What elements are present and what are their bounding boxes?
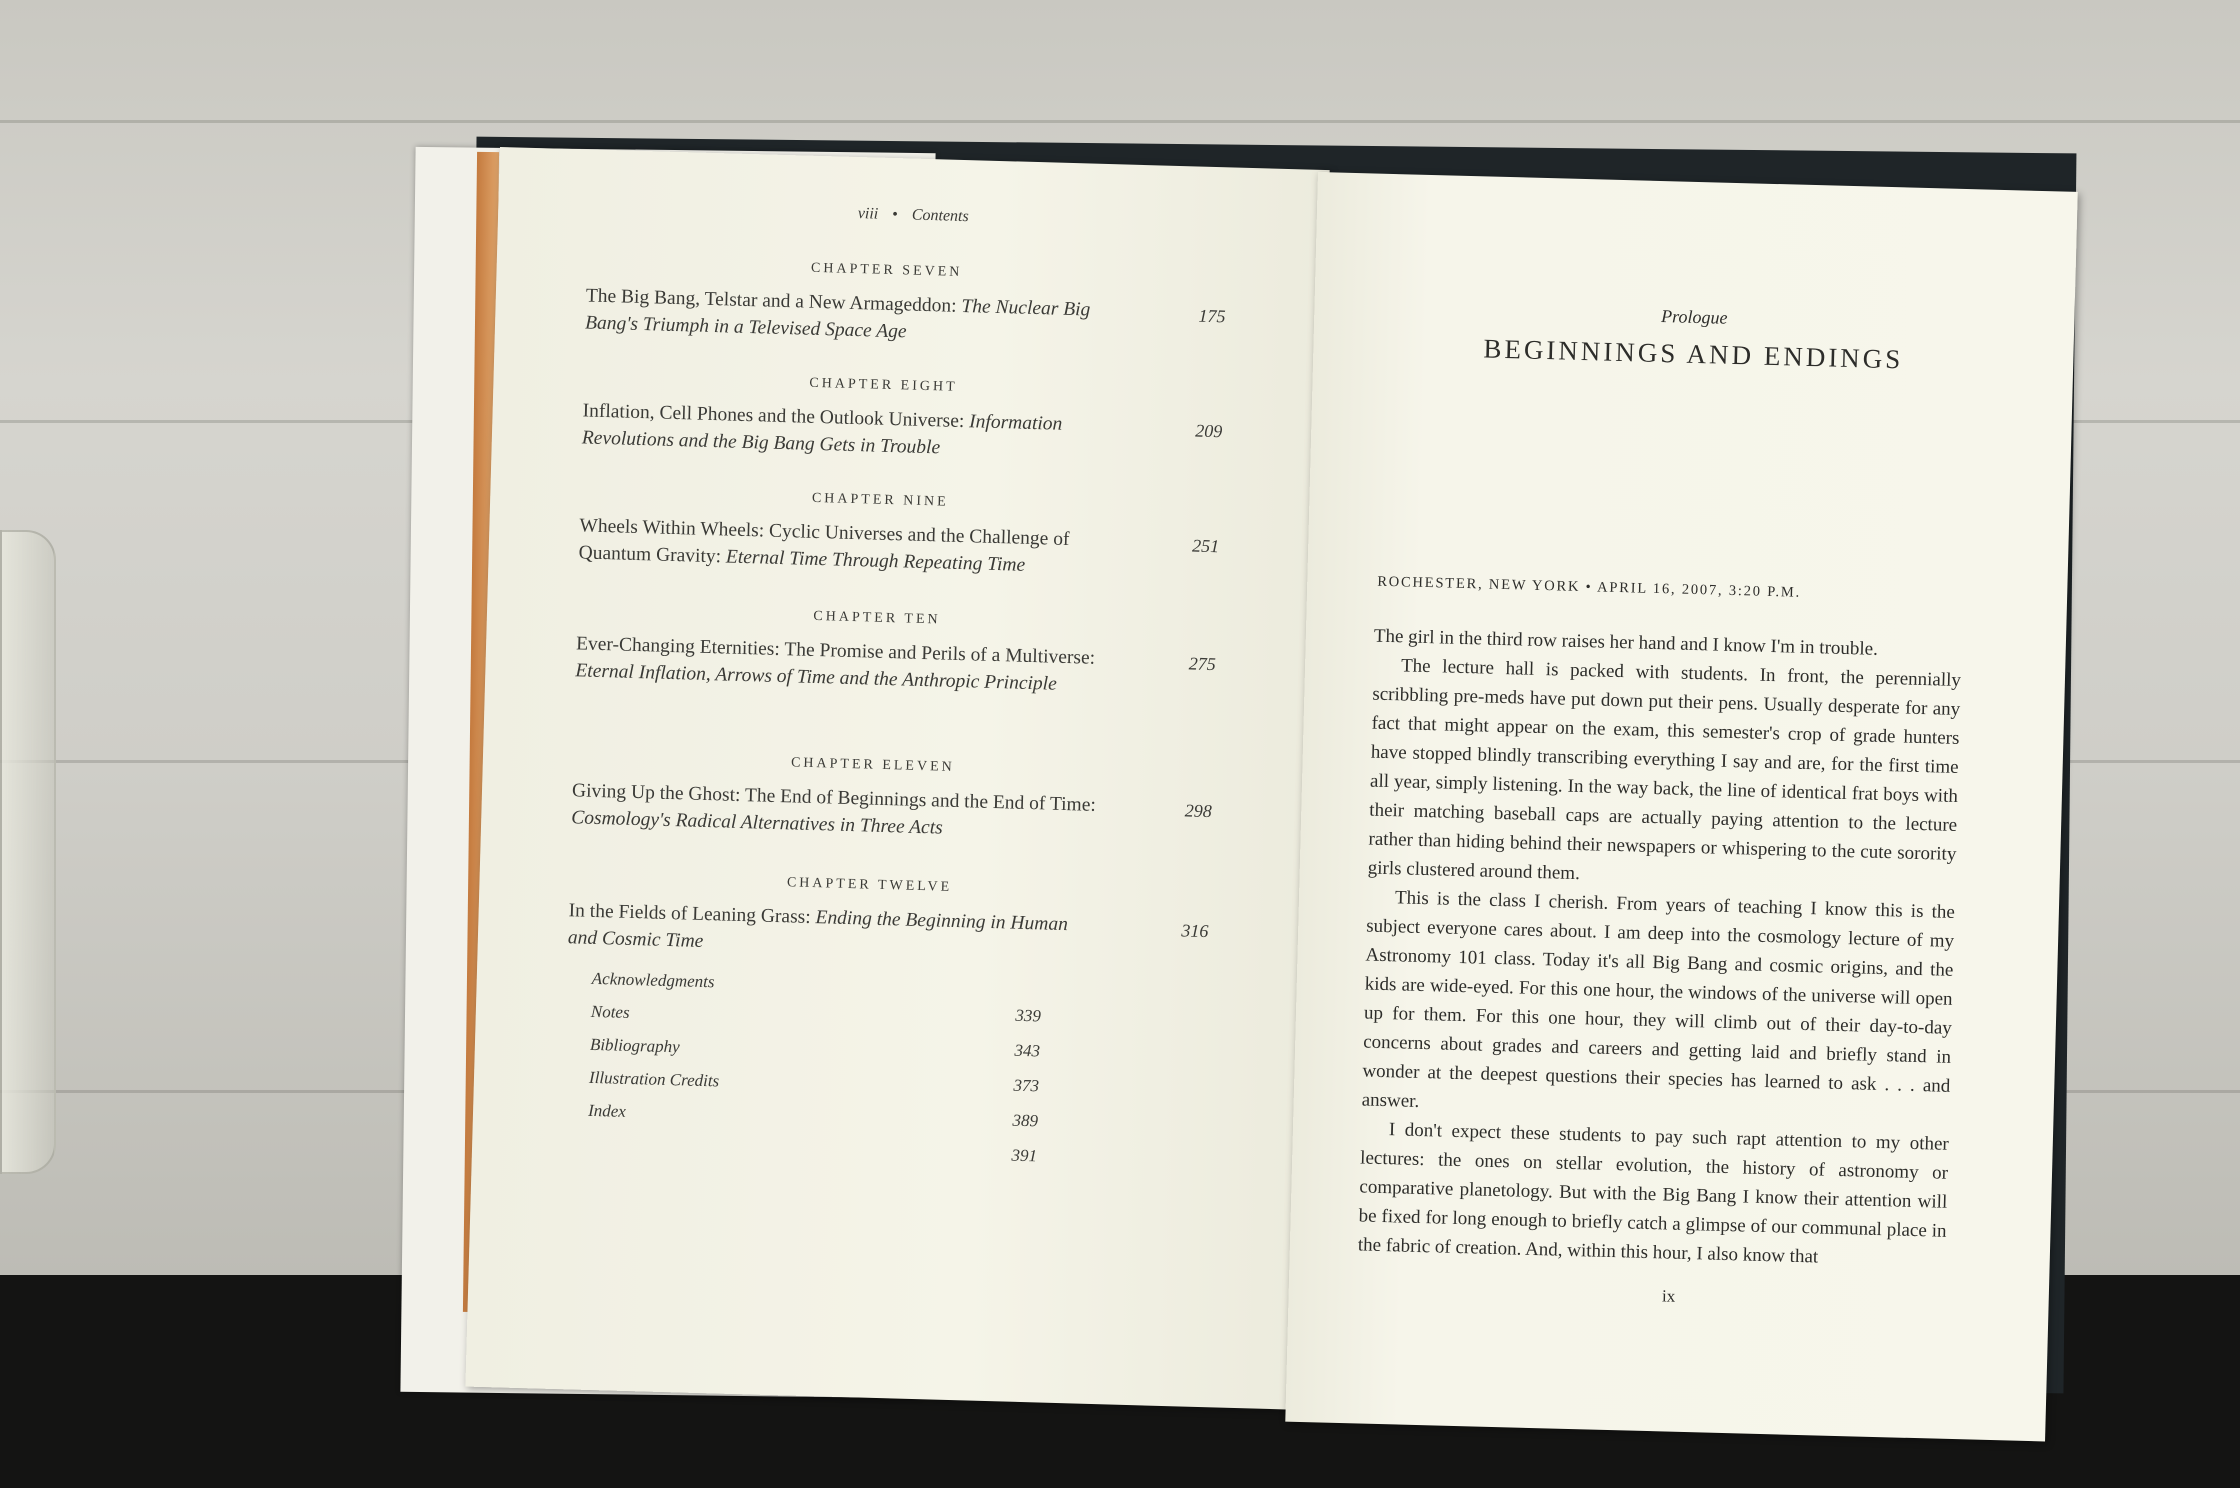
back-matter-page-number: 389 <box>1012 1110 1039 1131</box>
folio-right: ix <box>1661 1286 1676 1306</box>
back-matter-page-number: 373 <box>1013 1075 1040 1096</box>
toc-chapter-entry <box>584 254 1226 353</box>
body-paragraph: I don't expect these students to pay such rapt attention to my other lectures: the ones on stellar evolution, the history of astronomy or comparative planetology. But with the Big Bang I know their attention will be fixed for long enough to briefly catch a glimpse of our communal place in the fabric of creation. And, within this hour, I also know that <box>1357 1119 1950 1268</box>
chapter-label: CHAPTER SEVEN <box>810 260 963 280</box>
chapter-page-number: 275 <box>1188 653 1217 675</box>
body-paragraph: The lecture hall is packed with students. In front, the perennially scribbling pre-meds have put down put their pens. Usually desperate for any fact that might appear on the exam, this semester's crop of grade hunters have stopped blindly transcribing everything I say and are, for the first time all year, simply listening. In the way back, the line of identical frat boys with their matching baseball caps are actually paying attention to the lecture rather than hiding behind their newspapers or whispering to the cute sorority girls clustered around them. <box>1367 655 1962 885</box>
chapter-title-text: Ever-Changing Eternities: The Promise and Perils of a Multiverse: Eternal Inflation, Arrows of Time and the Anthropic Principle <box>575 633 1096 695</box>
chapter-page-number: 209 <box>1195 420 1223 442</box>
back-matter-page-number: 339 <box>1015 1005 1042 1026</box>
chapter-page-number: 175 <box>1198 305 1226 327</box>
back-matter-page-number: 391 <box>1011 1145 1038 1166</box>
chapter-title-text: Inflation, Cell Phones and the Outlook Universe: Information Revolutions and the Big Bang Gets in Trouble <box>581 400 1063 459</box>
back-matter-item: Notes <box>590 1001 630 1022</box>
back-matter-item: Bibliography <box>589 1034 680 1057</box>
chapter-title-text: Wheels Within Wheels: Cyclic Universes and the Challenge of Quantum Gravity: Eternal Time Through Repeating Time <box>578 515 1070 576</box>
body-paragraph: The girl in the third row raises her hand and I know I'm in trouble. <box>1373 625 1879 660</box>
toc-chapter-entry <box>578 484 1220 583</box>
dateline: ROCHESTER, NEW YORK • APRIL 16, 2007, 3:20 P.M. <box>1377 573 1802 601</box>
chapter-label: CHAPTER NINE <box>811 490 949 510</box>
toc-chapter-entry <box>571 749 1213 848</box>
folio-left: viii <box>857 205 879 223</box>
back-matter-item: Index <box>587 1100 627 1121</box>
glass-object <box>0 530 56 1174</box>
back-matter-item: Acknowledgments <box>591 968 715 992</box>
chapter-page-number: 251 <box>1191 535 1220 557</box>
chapter-label: CHAPTER TWELVE <box>786 875 953 895</box>
contents-page <box>465 147 1329 1410</box>
toc-chapter-entry <box>575 602 1217 701</box>
running-head: viii • Contents <box>857 205 969 226</box>
back-matter-pages <box>977 997 1042 1174</box>
back-matter-item: Illustration Credits <box>588 1067 720 1091</box>
chapter-title-text: The Big Bang, Telstar and a New Armageddon: The Nuclear Big Bang's Triumph in a Televised Space Age <box>584 285 1091 343</box>
chapter-title-text: In the Fields of Leaning Grass: Ending the Beginning in Human and Cosmic Time <box>567 900 1069 952</box>
body-paragraph: This is the class I cherish. From years of teaching I know this is the subject everyone cares about. I am deep into the cosmology lecture of my Astronomy 101 class. Today it's all Big Bang and cosmic origins, and the kids are wide-eyed. For this one hour, the windows of the universe will open up for them. For this one hour, they will climb out of their day-to-day concerns about grades and careers and getting laid and briefly stand in wonder at the deepest questions their species has learned to ask . . . and answer. <box>1361 887 1956 1112</box>
back-matter-page-number: 343 <box>1014 1040 1041 1061</box>
running-title: Contents <box>911 206 969 226</box>
chapter-page-number: 316 <box>1181 920 1209 942</box>
body-text <box>1358 622 1962 1275</box>
chapter-label: CHAPTER EIGHT <box>809 375 958 395</box>
toc-chapter-entry <box>567 869 1209 968</box>
prologue-page <box>1285 172 2077 1441</box>
chapter-page-number: 298 <box>1184 800 1213 822</box>
chapter-title-text: Giving Up the Ghost: The End of Beginnings and the End of Time: Cosmology's Radical Alternatives in Three Acts <box>571 780 1097 839</box>
prologue-label: Prologue <box>1660 306 1728 328</box>
chapter-label: CHAPTER ELEVEN <box>790 755 955 775</box>
chapter-title: BEGINNINGS AND ENDINGS <box>1483 333 1904 375</box>
toc-chapter-entry <box>581 369 1223 468</box>
chapter-label: CHAPTER TEN <box>813 608 941 628</box>
